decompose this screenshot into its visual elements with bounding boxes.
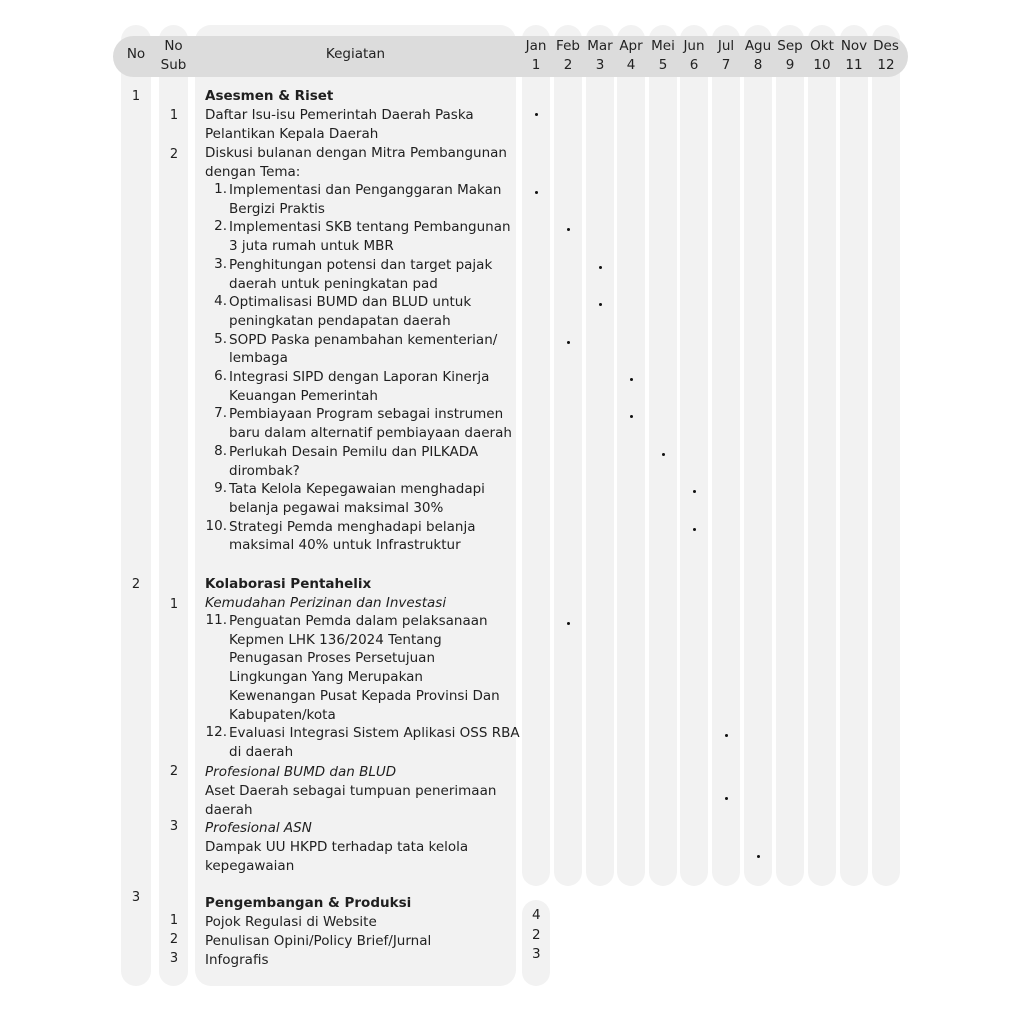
month-number: 11 — [845, 57, 863, 73]
activity-text: Diskusi bulanan dengan Mitra Pembangunan — [205, 145, 507, 161]
activity-text: Penulisan Opini/Policy Brief/Jurnal — [205, 933, 432, 949]
month-column-bg — [808, 25, 836, 886]
header-month — [676, 37, 712, 75]
topic-text: Perlukah Desain Pemilu dan PILKADA — [229, 443, 479, 460]
sub-no: 2 — [169, 932, 179, 947]
topic-number: 11. — [205, 612, 227, 628]
topic-text: baru dalam alternatif pembiayaan daerah — [229, 425, 512, 442]
topic-number: 7. — [214, 405, 227, 422]
schedule-mark — [725, 797, 728, 800]
month-number: 5 — [658, 57, 668, 73]
month-name: Feb — [556, 38, 580, 54]
header-month — [740, 37, 776, 75]
schedule-mark — [662, 453, 665, 456]
topic-text: belanja pegawai maksimal 30% — [229, 499, 444, 516]
topic-number: 6. — [214, 368, 227, 384]
topic-number: 1. — [214, 181, 227, 197]
month-number: 12 — [877, 57, 895, 73]
header-month — [613, 37, 649, 75]
topic-text: Evaluasi Integrasi Sistem Aplikasi OSS RBA — [229, 725, 520, 742]
schedule-mark — [599, 303, 602, 306]
month-name: Nov — [840, 38, 868, 54]
month-name: Mar — [587, 38, 613, 54]
header-no: No — [126, 46, 146, 62]
month-name: Jun — [683, 38, 705, 54]
topic-text: Implementasi dan Penganggaran Makan — [229, 182, 502, 198]
topic-text: Tata Kelola Kepegawaian menghadapi — [229, 481, 485, 498]
section-title: Asesmen & Riset — [205, 88, 334, 104]
topic-text: 3 juta rumah untuk MBR — [229, 238, 394, 255]
section-title: Kolaborasi Pentahelix — [205, 576, 372, 592]
header-nosub-line2: Sub — [160, 57, 187, 73]
header-nosub-line1: No — [164, 38, 183, 54]
header-month — [708, 37, 744, 75]
month-number: 6 — [689, 57, 699, 73]
topic-text: Implementasi SKB tentang Pembangunan — [229, 219, 511, 236]
sub-label: Kemudahan Perizinan dan Investasi — [205, 595, 447, 611]
month-column-bg — [554, 25, 582, 886]
month-name: Mei — [651, 38, 675, 54]
activity-text: Dampak UU HKPD terhadap tata kelola — [205, 839, 469, 855]
month-number: 2 — [563, 57, 573, 73]
output-count: 4 — [532, 907, 541, 923]
month-column-bg — [840, 25, 868, 886]
topic-text: Penghitungan potensi dan target pajak — [229, 256, 493, 273]
sub-no: 1 — [169, 597, 179, 612]
schedule-mark — [757, 855, 760, 858]
topic-text: lembaga — [229, 350, 288, 367]
month-column-bg — [586, 25, 614, 886]
topic-text: maksimal 40% untuk Infrastruktur — [229, 537, 461, 554]
output-count: 3 — [532, 946, 541, 962]
month-name: Apr — [619, 38, 643, 54]
activity-text: kepegawaian — [205, 858, 295, 874]
topic-text: Integrasi SIPD dengan Laporan Kinerja — [229, 369, 490, 385]
month-name: Sep — [777, 38, 803, 54]
sub-no: 3 — [169, 819, 179, 834]
month-name: Agu — [744, 38, 772, 54]
topic-text: di daerah — [229, 743, 294, 760]
month-name: Des — [873, 38, 899, 54]
topic-text: SOPD Paska penambahan kementerian/ — [229, 331, 498, 348]
topic-text: Kabupaten/kota — [229, 706, 336, 723]
schedule-mark — [725, 734, 728, 737]
schedule-mark — [535, 113, 538, 116]
month-number: 9 — [785, 57, 795, 73]
schedule-mark — [567, 622, 570, 625]
section-no: 1 — [131, 89, 141, 104]
topic-text: peningkatan pendapatan daerah — [229, 312, 451, 329]
header-month — [550, 37, 586, 75]
month-name: Okt — [810, 38, 834, 54]
section-title: Pengembangan & Produksi — [205, 895, 412, 911]
topic-text: Kewenangan Pusat Kepada Provinsi Dan — [229, 687, 500, 704]
section-no: 2 — [131, 577, 141, 592]
header-month — [836, 37, 872, 75]
sub-no: 2 — [169, 764, 179, 779]
header-kegiatan: Kegiatan — [325, 46, 386, 62]
month-name: Jan — [525, 38, 547, 54]
activity-text: Infografis — [205, 952, 269, 968]
schedule-mark — [535, 191, 538, 194]
activity-text: dengan Tema: — [205, 164, 301, 180]
month-number: 3 — [595, 57, 605, 73]
header-month — [518, 37, 554, 75]
schedule-mark — [567, 341, 570, 344]
month-number: 7 — [721, 57, 731, 73]
sub-label: Profesional ASN — [205, 820, 312, 836]
topic-text: Optimalisasi BUMD dan BLUD untuk — [229, 294, 472, 311]
month-number: 8 — [753, 57, 763, 73]
month-column-bg — [744, 25, 772, 886]
topic-text: Bergizi Praktis — [229, 200, 325, 217]
topic-text: Pembiayaan Program sebagai instrumen — [229, 406, 504, 423]
topic-number: 5. — [214, 330, 227, 347]
sub-no: 2 — [169, 147, 179, 162]
sub-label: Profesional BUMD dan BLUD — [205, 764, 397, 780]
month-number: 1 — [531, 57, 541, 73]
month-column-bg — [522, 25, 550, 886]
sub-no: 3 — [169, 951, 179, 966]
topic-text: dirombak? — [229, 462, 300, 479]
activity-text: Aset Daerah sebagai tumpuan penerimaan — [205, 783, 497, 799]
topic-number: 3. — [214, 255, 227, 272]
header-month — [804, 37, 840, 75]
sub-no: 1 — [169, 913, 179, 928]
schedule-mark — [630, 378, 633, 381]
header-month — [772, 37, 808, 75]
activity-text: Daftar Isu-isu Pemerintah Daerah Paska — [205, 107, 474, 123]
header-nosub — [157, 37, 190, 75]
topic-text: daerah untuk peningkatan pad — [229, 275, 438, 292]
header-month — [868, 37, 904, 75]
topic-text: Kepmen LHK 136/2024 Tentang — [229, 631, 442, 648]
month-column-bg — [776, 25, 804, 886]
topic-text: Penguatan Pemda dalam pelaksanaan — [229, 613, 488, 629]
activity-text: Pojok Regulasi di Website — [205, 914, 377, 930]
schedule-mark — [693, 528, 696, 531]
month-number: 4 — [626, 57, 636, 73]
schedule-mark — [599, 266, 602, 269]
activity-text: daerah — [205, 802, 253, 818]
topic-number: 12. — [205, 724, 227, 741]
topic-number: 2. — [214, 218, 227, 235]
topic-text: Keuangan Pemerintah — [229, 387, 378, 404]
topic-number: 10. — [205, 517, 227, 534]
topic-text: Lingkungan Yang Merupakan — [229, 669, 423, 686]
schedule-mark — [693, 490, 696, 493]
month-column-bg — [680, 25, 708, 886]
month-column-bg — [872, 25, 900, 886]
month-column-bg — [617, 25, 645, 886]
month-column-bg — [712, 25, 740, 886]
topic-number: 8. — [214, 442, 227, 459]
topic-number: 9. — [214, 480, 227, 497]
section-no: 3 — [131, 890, 141, 905]
topic-number: 4. — [214, 293, 227, 310]
month-name: Jul — [717, 38, 735, 54]
topic-text: Strategi Pemda menghadapi belanja — [229, 518, 476, 535]
activity-text: Pelantikan Kepala Daerah — [205, 126, 379, 142]
output-count: 2 — [532, 927, 541, 943]
topic-text: Penugasan Proses Persetujuan — [229, 650, 435, 667]
col-nosub-bg — [159, 25, 188, 986]
sub-no: 1 — [169, 108, 179, 123]
col-no-bg — [121, 25, 151, 986]
month-number: 10 — [813, 57, 831, 73]
